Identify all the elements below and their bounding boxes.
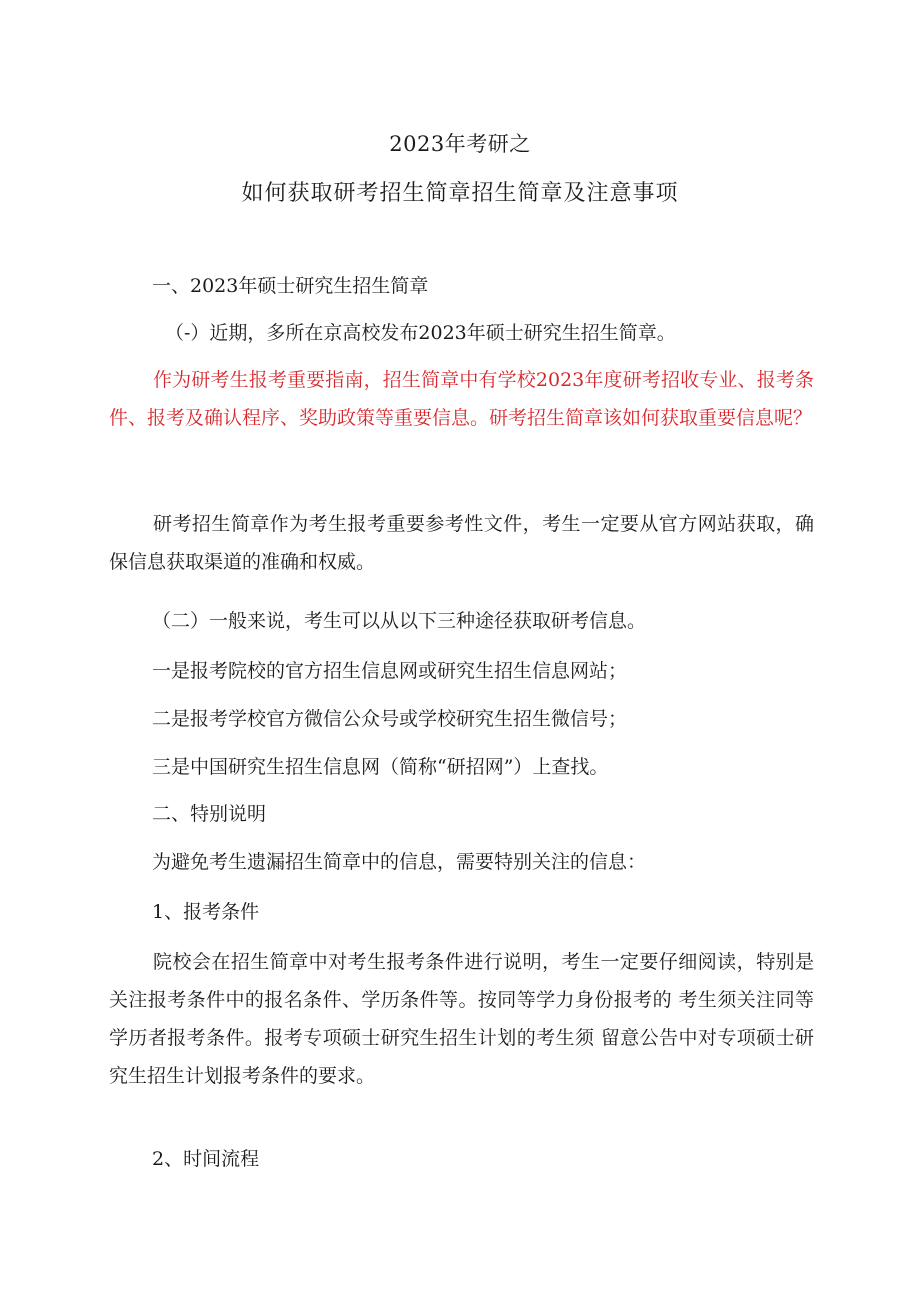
section2-intro: 为避免考生遗漏招生简章中的信息，需要特别关注的信息： bbox=[152, 851, 647, 873]
sub1-paragraph: 院校会在招生简章中对考生报考条件进行说明，考生一定要仔细阅读，特别是关注报考条件中的报名条件、学历条件等。按同等学力身份报考的 考生须关注同等学历者报考条件。报考专项硕士研究生招生计划的考生须 留意公告中对专项硕士研究生招生计划报考条件的要求。 bbox=[109, 951, 814, 1087]
item1-text: （-）近期，多所在京高校发布2023年硕士研究生招生简章。 bbox=[165, 322, 676, 344]
section1-heading: 一、2023年硕士研究生招生简章 bbox=[152, 275, 429, 297]
document-title-line1: 2023年考研之 bbox=[389, 132, 531, 156]
document-title-line2: 如何获取研考招生简章招生简章及注意事项 bbox=[241, 181, 679, 206]
way2-text: 二是报考学校官方微信公众号或学校研究生招生微信号； bbox=[152, 708, 628, 730]
official-source-paragraph: 研考招生简章作为考生报考重要参考性文件，考生一定要从官方网站获取，确保信息获取渠道的准确和权威。 bbox=[109, 513, 814, 573]
way1-text: 一是报考院校的官方招生信息网或研究生招生信息网站； bbox=[152, 660, 628, 682]
section2-heading: 二、特别说明 bbox=[152, 803, 267, 825]
highlight-paragraph: 作为研考生报考重要指南，招生简章中有学校2023年度研考招收专业、报考条件、报考及确认程序、奖助政策等重要信息。研考招生简章该如何获取重要信息呢？ bbox=[109, 369, 814, 429]
sub2-heading: 2、时间流程 bbox=[152, 1148, 260, 1170]
way3-text: 三是中国研究生招生信息网（简称“研招网”）上查找。 bbox=[152, 756, 609, 778]
sub1-heading: 1、报考条件 bbox=[152, 901, 260, 923]
item2-text: （二）一般来说，考生可以从以下三种途径获取研考信息。 bbox=[152, 610, 647, 632]
